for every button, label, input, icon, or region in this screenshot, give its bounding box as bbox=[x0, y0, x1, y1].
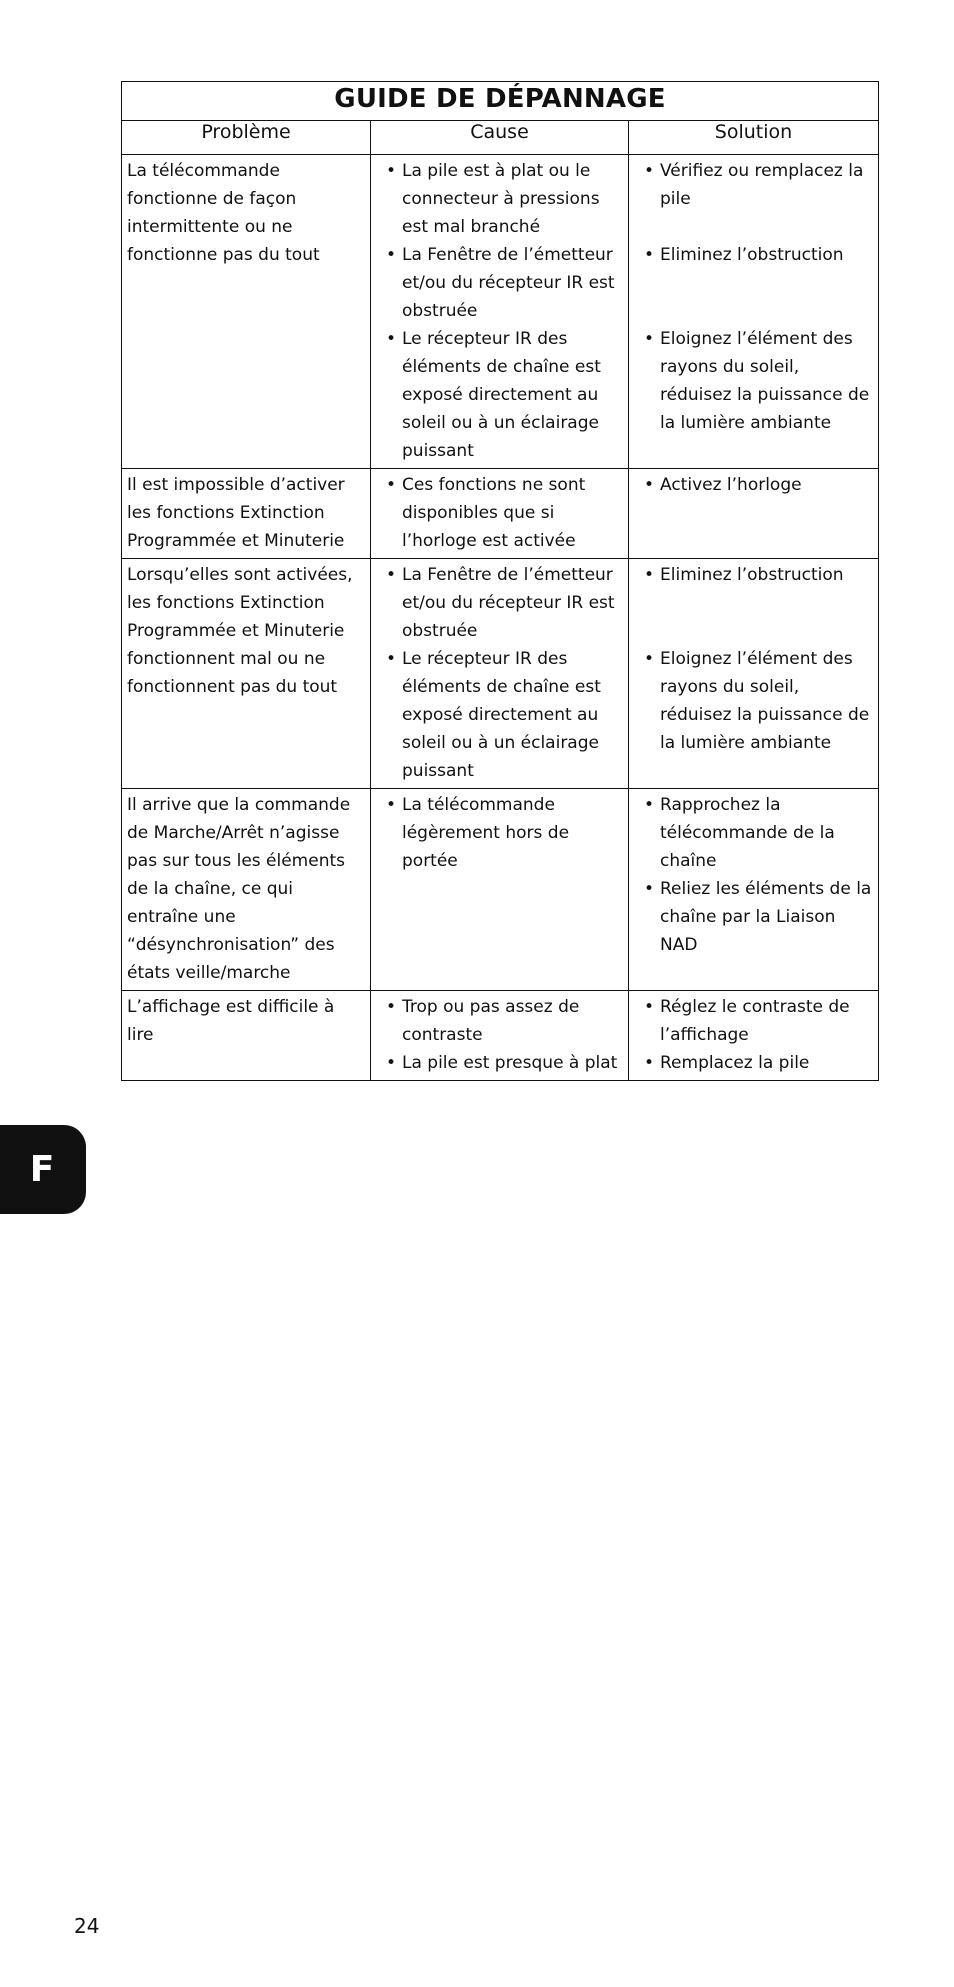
solution-cell bbox=[629, 991, 879, 1081]
cause-cell bbox=[371, 991, 629, 1081]
solution-cell bbox=[629, 559, 879, 789]
cause-item: • La Fenêtre de l’émetteur et/ou du récepteur IR est obstruée bbox=[376, 561, 624, 645]
cause-cell bbox=[371, 469, 629, 559]
solution-cell bbox=[629, 469, 879, 559]
problem-cell: Il est impossible d’activer les fonctions Extinction Programmée et Minuterie bbox=[122, 469, 371, 559]
solution-item: • Réglez le contraste de l’affichage bbox=[634, 993, 874, 1049]
cause-item: • La Fenêtre de l’émetteur et/ou du récepteur IR est obstruée bbox=[376, 241, 624, 325]
problem-cell: La télécommande fonctionne de façon intermittente ou ne fonctionne pas du tout bbox=[122, 155, 371, 469]
solution-item: • Rapprochez la télécommande de la chaîne bbox=[634, 791, 874, 875]
solution-item: • Eloignez l’élément des rayons du soleil, réduisez la puissance de la lumière ambiante bbox=[634, 325, 874, 437]
language-tab-label: F bbox=[29, 1149, 55, 1190]
language-tab bbox=[0, 1125, 86, 1214]
solution-item: • Activez l’horloge bbox=[634, 471, 874, 499]
cause-cell bbox=[371, 155, 629, 469]
table-row bbox=[122, 991, 879, 1081]
header-solution: Solution bbox=[629, 121, 879, 155]
problem-cell: Lorsqu’elles sont activées, les fonctions Extinction Programmée et Minuterie fonctionnent mal ou ne fonctionnent pas du tout bbox=[122, 559, 371, 789]
solution-item: • Reliez les éléments de la chaîne par la Liaison NAD bbox=[634, 875, 874, 959]
table-row bbox=[122, 789, 879, 991]
table-row bbox=[122, 469, 879, 559]
table-row bbox=[122, 155, 879, 469]
page-number: 24 bbox=[74, 1914, 100, 1938]
table-row bbox=[122, 559, 879, 789]
header-problem: Problème bbox=[122, 121, 371, 155]
solution-cell bbox=[629, 155, 879, 469]
cause-item: • La télécommande légèrement hors de portée bbox=[376, 791, 624, 875]
solution-item: • Eliminez l’obstruction bbox=[634, 241, 874, 269]
cause-item: • Ces fonctions ne sont disponibles que si l’horloge est activée bbox=[376, 471, 624, 555]
cause-item: • La pile est à plat ou le connecteur à pressions est mal branché bbox=[376, 157, 624, 241]
cause-item: • Trop ou pas assez de contraste bbox=[376, 993, 624, 1049]
problem-cell: Il arrive que la commande de Marche/Arrêt n’agisse pas sur tous les éléments de la chaîne, ce qui entraîne une “désynchronisation” des états veille/marche bbox=[122, 789, 371, 991]
cause-item: • Le récepteur IR des éléments de chaîne est exposé directement au soleil ou à un éclairage puissant bbox=[376, 645, 624, 785]
solution-item: • Eloignez l’élément des rayons du soleil, réduisez la puissance de la lumière ambiante bbox=[634, 645, 874, 757]
cause-cell bbox=[371, 789, 629, 991]
header-cause: Cause bbox=[371, 121, 629, 155]
cause-cell bbox=[371, 559, 629, 789]
solution-item: • Eliminez l’obstruction bbox=[634, 561, 874, 589]
solution-item: • Remplacez la pile bbox=[634, 1049, 874, 1077]
solution-cell bbox=[629, 789, 879, 991]
cause-item: • Le récepteur IR des éléments de chaîne est exposé directement au soleil ou à un éclairage puissant bbox=[376, 325, 624, 465]
solution-item: • Vérifiez ou remplacez la pile bbox=[634, 157, 874, 213]
troubleshooting-table bbox=[121, 81, 879, 1081]
cause-item: • La pile est presque à plat bbox=[376, 1049, 624, 1077]
table-title: GUIDE DE DÉPANNAGE bbox=[122, 82, 879, 121]
problem-cell: L’affichage est difficile à lire bbox=[122, 991, 371, 1081]
